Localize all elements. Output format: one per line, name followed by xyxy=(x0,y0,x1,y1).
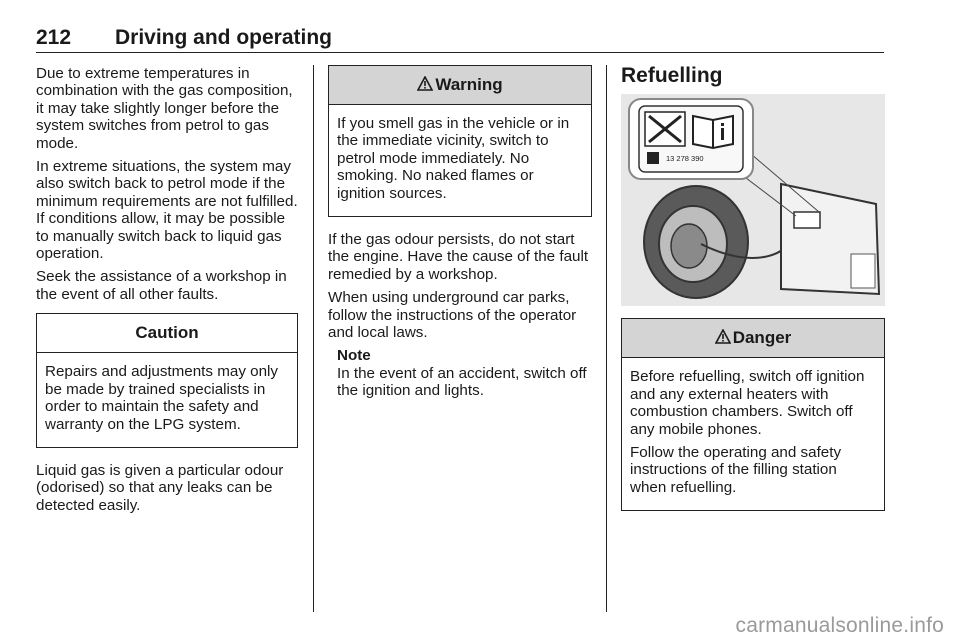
paragraph: Seek the assistance of a workshop in the event of all other faults. xyxy=(36,268,287,303)
column-middle xyxy=(328,65,592,400)
page-number: 212 xyxy=(36,26,72,49)
warning-title: Warning xyxy=(435,75,503,94)
column-left xyxy=(36,65,298,520)
fuel-flap-illustration xyxy=(621,94,885,306)
warning-box xyxy=(328,65,592,217)
label-number: 13 278 390 xyxy=(666,154,704,164)
page-header xyxy=(36,26,884,53)
no-smoking-icon xyxy=(645,112,685,146)
note-label: Note xyxy=(337,347,371,365)
paragraph: Due to extreme temperatures in combination with the gas composition, it may take slightly longer before the system switches from petrol to gas mode. xyxy=(36,65,293,152)
section-heading: Refuelling xyxy=(621,64,723,87)
warning-triangle-icon xyxy=(715,329,731,344)
danger-text: Follow the operating and safety instructions of the filling station when refuelling. xyxy=(630,444,842,496)
caution-title: Caution xyxy=(37,314,297,353)
column-right xyxy=(621,65,885,525)
column-divider xyxy=(606,65,607,612)
paragraph: If the gas odour persists, do not start the engine. Have the cause of the fault remedied by a workshop. xyxy=(328,231,589,283)
paragraph: When using underground car parks, follow the instructions of the operator and local laws. xyxy=(328,289,577,342)
danger-header xyxy=(622,319,884,358)
watermark: carmanualsonline.info xyxy=(735,614,944,637)
warning-triangle-icon xyxy=(417,76,433,91)
note-text: In the event of an accident, switch off the ignition and lights. xyxy=(337,364,587,400)
note xyxy=(337,347,592,399)
paragraph: In extreme situations, the system may also switch back to petrol mode if the minimum requirements are not fulfilled. If conditions allow, it may be possible to manually switch back to liquid gas operation. xyxy=(36,158,298,263)
warning-text: If you smell gas in the vehicle or in the immediate vicinity, switch to petrol mode immediately. No smoking. No naked flames or ignition sources. xyxy=(337,115,570,202)
warning-header xyxy=(329,66,591,105)
owners-manual-icon xyxy=(693,116,733,148)
danger-text: Before refuelling, switch off ignition and any external heaters with combustion chambers. Switch off any mobile phones. xyxy=(630,368,865,438)
paragraph: Liquid gas is given a particular odour (odorised) so that any leaks can be detected easily. xyxy=(36,461,284,514)
caution-text: Repairs and adjustments may only be made by trained specialists in order to maintain the safety and warranty on the LPG system. xyxy=(45,363,278,433)
column-divider xyxy=(313,65,314,612)
danger-title: Danger xyxy=(732,328,792,348)
danger-box xyxy=(621,318,885,511)
chapter-title: Driving and operating xyxy=(115,26,333,49)
caution-box xyxy=(36,313,298,448)
